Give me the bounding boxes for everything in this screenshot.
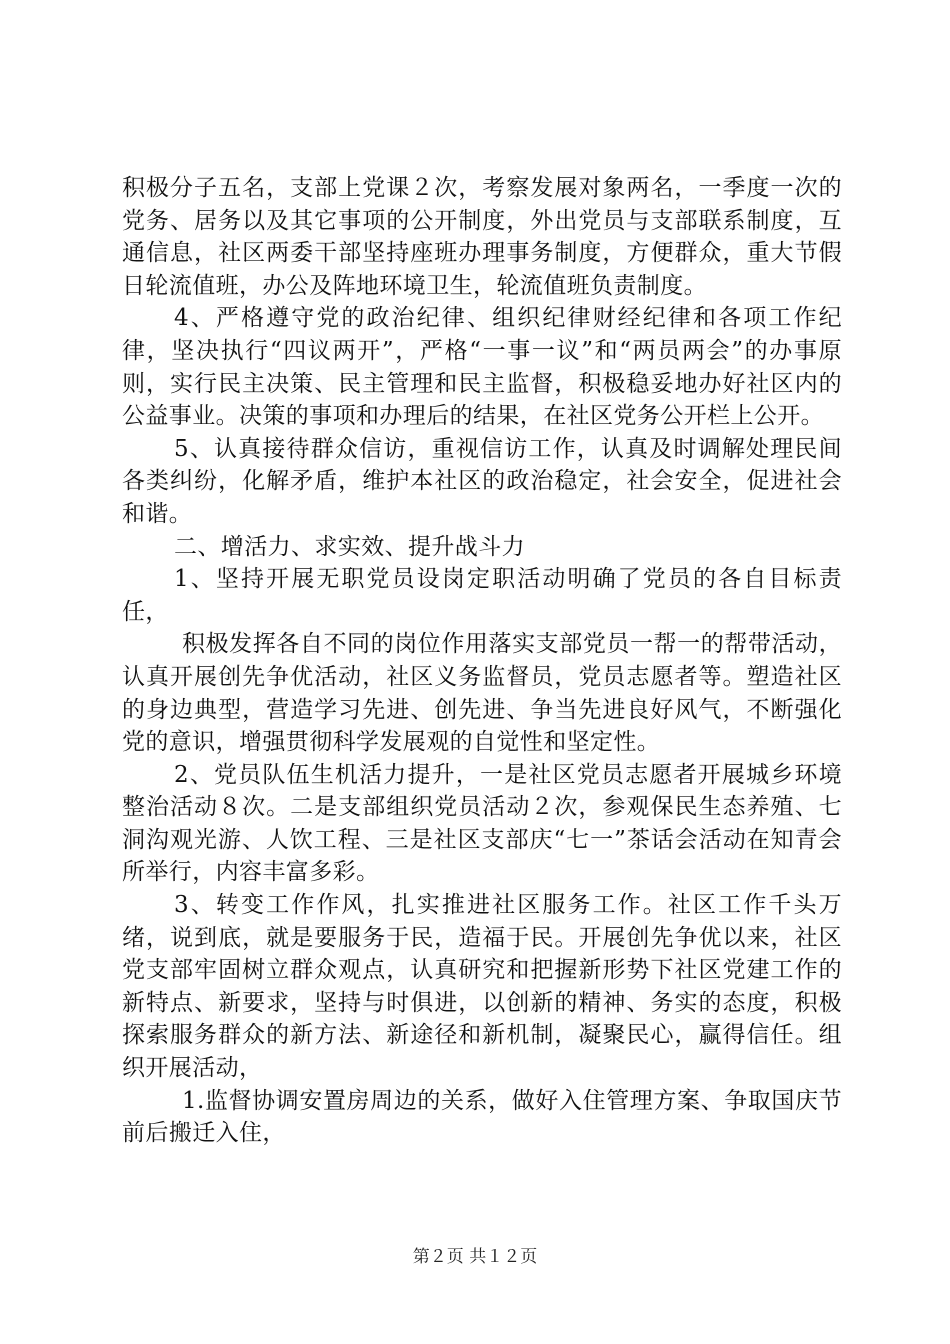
paragraph-3: 5、认真接待群众信访，重视信访工作，认真及时调解处理民间各类纠纷，化解矛盾，维护本社区的政治稳定，社会安全，促进社会和谐。	[122, 435, 842, 527]
paragraph-5: 积极发挥各自不同的岗位作用落实支部党员一帮一的帮带活动，认真开展创先争优活动，社区义务监督员，党员志愿者等。塑造社区的身边典型，营造学习先进、创先进、争当先进良好风气，不断强化党的意识，增强贯彻科学发展观的自觉性和坚定性。	[122, 631, 842, 756]
paragraph-6: 2、党员队伍生机活力提升，一是社区党员志愿者开展城乡环境整治活动８次。二是支部组织党员活动２次，参观保民生态养殖、七洞沟观光游、人饮工程、三是社区支部庆“七一”茶话会活动在知青会所举行，内容丰富多彩。	[122, 761, 842, 886]
paragraph-2: 4、严格遵守党的政治纪律、组织纪律财经纪律和各项工作纪律，坚决执行“四议两开”，严格“一事一议”和“两员两会”的办事原则，实行民主决策、民主管理和民主监督，积极稳妥地办好社区内的公益事业。决策的事项和办理后的结果，在社区党务公开栏上公开。	[122, 305, 842, 430]
section-heading: 二、增活力、求实效、提升战斗力	[174, 533, 525, 560]
paragraph-7: 3、转变工作作风，扎实推进社区服务工作。社区工作千头万绪，说到底，就是要服务于民，造福于民。开展创先争优以来，社区党支部牢固树立群众观点，认真研究和把握新形势下社区党建工作的新特点、新要求，坚持与时俱进，以创新的精神、务实的态度，积极探索服务群众的新方法、新途径和新机制，凝聚民心，赢得信任。组织开展活动，	[122, 892, 842, 1082]
paragraph-4: 1、坚持开展无职党员设岗定职活动明确了党员的各自目标责任，	[122, 566, 842, 625]
paragraph-1: 积极分子五名，支部上党课２次，考察发展对象两名，一季度一次的党务、居务以及其它事项的公开制度，外出党员与支部联系制度，互通信息，社区两委干部坚持座班办理事务制度，方便群众，重大节假日轮流值班，办公及阵地环境卫生，轮流值班负责制度。	[122, 175, 842, 299]
page-number-footer: 第２页 共１２页	[412, 1247, 538, 1267]
paragraph-8: 1.监督协调安置房周边的关系，做好入住管理方案、争取国庆节前后搬迁入住，	[122, 1087, 842, 1147]
document-body	[122, 172, 842, 1150]
